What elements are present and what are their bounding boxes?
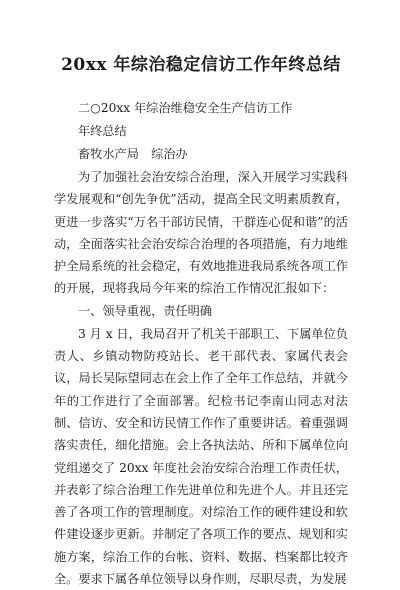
subtitle-line-1: 二○20xx 年综治维稳安全生产信访工作 bbox=[78, 101, 293, 115]
department-line: 畜牧水产局 综治办 bbox=[78, 147, 188, 161]
intro-paragraph: 为了加强社会治安综合治理，深入开展学习实践科学发展观和“创先争优”活动，提高全民文明素质教育，更进一步落实“万名干部访民情，干群连心促和谐”的活动，全面落实社会治安综合治理的各项措施，有力地维护全局系统的社会稳定，有效地推进我局系统各项工作的开展，现将我局今年来的综治工作情况汇报如下： bbox=[54, 170, 348, 296]
subtitle-line-2: 年终总结 bbox=[78, 124, 127, 138]
section-heading-1: 一、领导重视，责任明确 bbox=[78, 303, 213, 318]
document-title: 20xx 年综治稳定信访工作年终总结 bbox=[61, 55, 341, 75]
section-1-paragraph: 3 月 x 日，我局召开了机关干部职工、下属单位负责人、乡镇动物防疫站长、老干部代表、家属代表会议，局长吴际望同志在会上作了全年工作总结，并就今年的工作进行了全面部署。纪检书记李南山同志对法制、信访、安全和访民情工作作了重要讲话。着重强调落实责任，细化措施。会上各执法站、所和下属单位向党组递交了 20xx 年度社会治安综合治理工作责任状，并表彰了综合治理工作先进单位和先进个人。并且还完善了各项工作的管理制度。对综治工作的硬件建设和软件建设逐步更新。并制定了各项工作的要点、规划和实施方案，综治工作的台帐、资料、数据、档案都比较齐全。要求下属各单位领导以身作则，尽职尽责，为发展 bbox=[54, 326, 348, 587]
